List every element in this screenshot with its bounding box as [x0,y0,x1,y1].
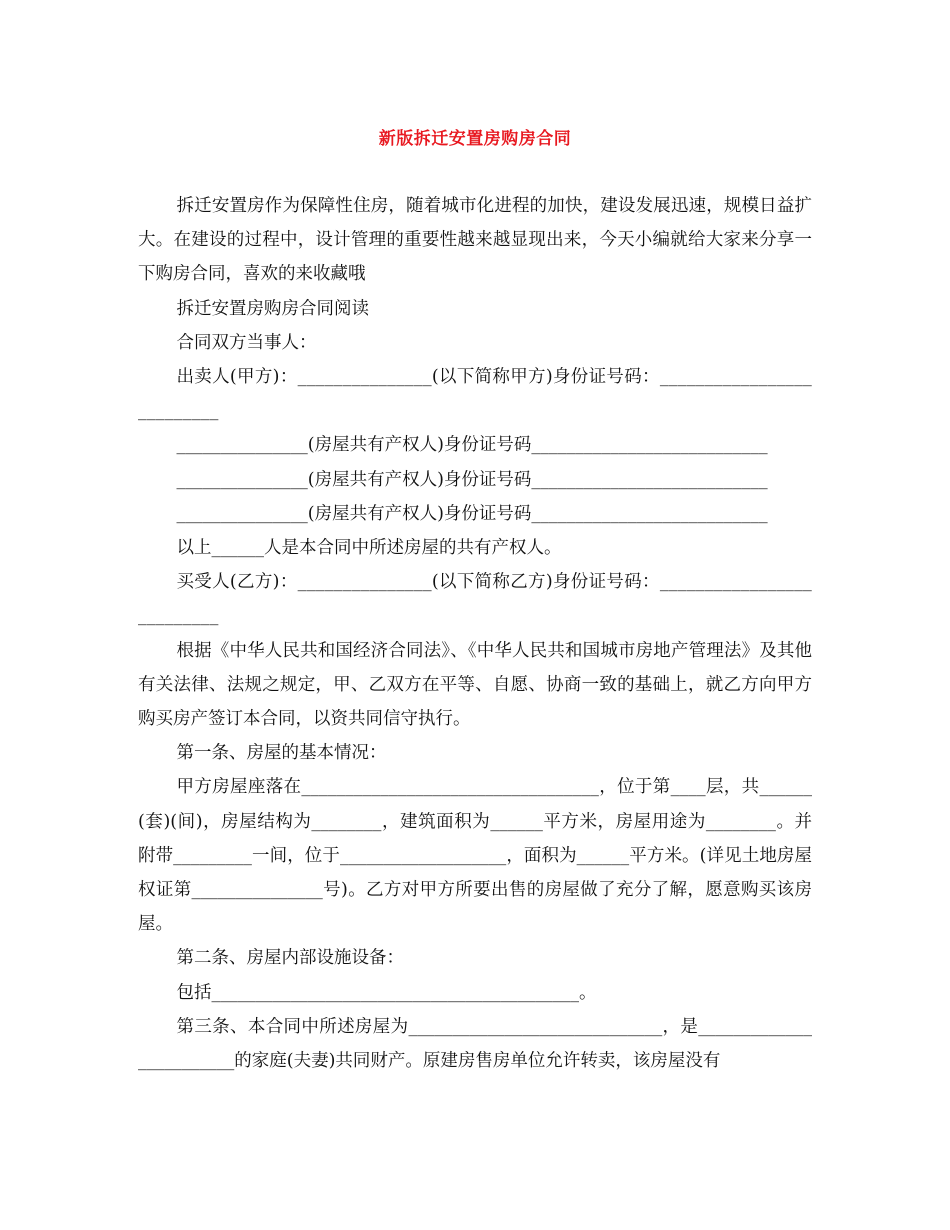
document-title: 新版拆迁安置房购房合同 [378,129,572,149]
article-1-body: 甲方房屋座落在__________________________________，位于第____层，共______(套)(间)，房屋结构为________，建筑面积为______平方米，房屋用途为________。并附带_________一间，位于___________________，面积为______平方米。(详见土地房屋权证第_______________号)。乙方对甲方所要出售的房屋做了充分了解，愿意购买该房屋。 [138,777,812,935]
article-2-heading: 第二条、房屋内部设施设备： [176,948,404,969]
article-2-body: 包括__________________________________________。 [176,982,597,1003]
seller-line: 出卖人(甲方)：_______________(以下简称甲方)身份证号码：__________________________ [138,367,812,422]
article-1-heading: 第一条、房屋的基本情况： [176,743,387,764]
co-owner-count-line: 以上______人是本合同中所述房屋的共有产权人。 [176,538,562,559]
co-owner-line: _______________(房屋共有产权人)身份证号码___________________________ [176,503,768,524]
document-body [138,189,812,1078]
co-owner-line: _______________(房屋共有产权人)身份证号码___________________________ [176,469,768,490]
co-owner-line: _______________(房屋共有产权人)身份证号码___________________________ [176,435,768,456]
buyer-line: 买受人(乙方)：_______________(以下简称乙方)身份证号码：__________________________ [138,572,812,627]
section-heading: 拆迁安置房购房合同阅读 [176,298,369,319]
legal-basis-paragraph: 根据《中华人民共和国经济合同法》、《中华人民共和国城市房地产管理法》及其他有关法律、法规之规定，甲、乙双方在平等、自愿、协商一致的基础上，就乙方向甲方购买房产签订本合同，以资共同信守执行。 [138,640,812,730]
parties-heading: 合同双方当事人： [176,332,317,353]
intro-paragraph: 拆迁安置房作为保障性住房，随着城市化进程的加快，建设发展迅速，规模日益扩大。在建设的过程中，设计管理的重要性越来越显现出来，今天小编就给大家来分享一下购房合同，喜欢的来收藏哦 [138,196,812,285]
article-3-body: 第三条、本合同中所述房屋为_____________________________，是________________________的家庭(夫妻)共同财产。原建房售房单位允许转卖，该房屋没有 [138,1016,812,1072]
